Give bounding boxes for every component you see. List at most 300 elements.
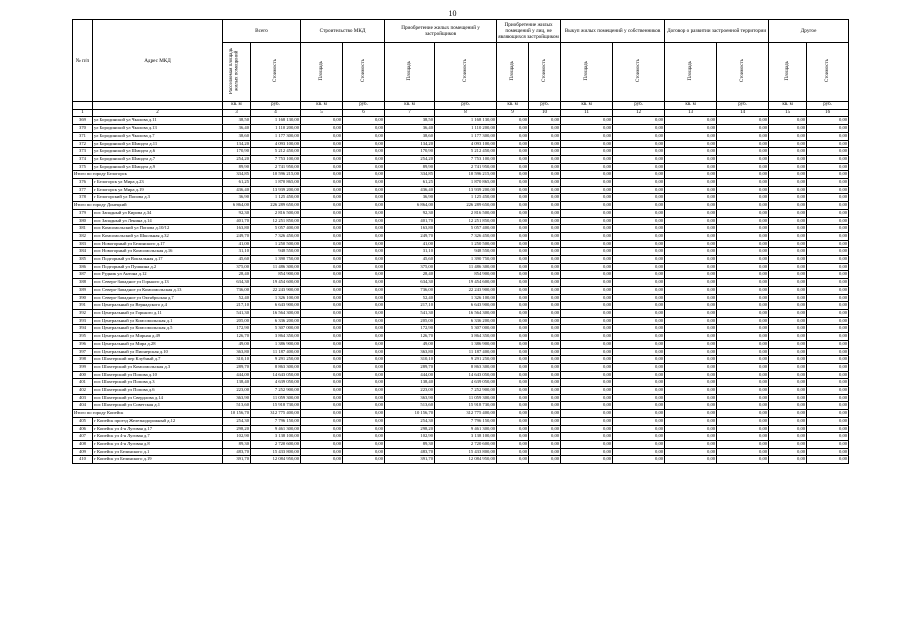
buyout-area-cell: 0,00: [561, 171, 613, 179]
non-dev-cost-cell: 0,00: [529, 140, 561, 148]
buyout-cost-cell: 0,00: [613, 194, 665, 202]
table-row: [73, 371, 849, 379]
other-cost-cell: 0,00: [807, 155, 849, 163]
other-cost-cell: 0,00: [807, 225, 849, 233]
subheader-cost: Стоимость: [541, 59, 547, 83]
total-cost-cell: 1 870 865,00: [251, 179, 301, 187]
col-number: 1: [73, 109, 93, 117]
purchase-area-cell: 634,30: [385, 279, 435, 287]
buyout-cost-cell: 0,00: [613, 348, 665, 356]
total-area-cell: 391,70: [223, 456, 251, 464]
purchase-cost-cell: 9 291 250,00: [435, 356, 497, 364]
row-number: 403: [73, 394, 93, 402]
purchase-area-cell: 401,70: [385, 217, 435, 225]
col-number: 2: [93, 109, 223, 117]
dev-contract-cost-cell: 0,00: [717, 340, 769, 348]
total-area-cell: 134,20: [223, 140, 251, 148]
non-dev-cost-cell: 0,00: [529, 163, 561, 171]
buyout-cost-cell: 0,00: [613, 394, 665, 402]
address-cell: пос Комсомольский ул Попова д.10/12: [93, 225, 223, 233]
total-cost-cell: 7 753 100,00: [251, 155, 301, 163]
total-cost-cell: 3 864 350,00: [251, 333, 301, 341]
purchase-area-cell: 736,00: [385, 286, 435, 294]
header-purchase-dev: Приобретение жилых помещений у застройщиков: [385, 20, 497, 43]
address-cell: г Белогорск ул Мира д.19: [93, 186, 223, 194]
dev-contract-area-cell: 0,00: [665, 410, 717, 418]
row-number: 378: [73, 194, 93, 202]
total-area-cell: 310,10: [223, 356, 251, 364]
dev-contract-cost-cell: 0,00: [717, 333, 769, 341]
other-cost-cell: 0,00: [807, 371, 849, 379]
other-area-cell: 0,00: [769, 402, 807, 410]
dev-contract-cost-cell: 0,00: [717, 294, 769, 302]
non-dev-cost-cell: 0,00: [529, 402, 561, 410]
other-area-cell: 0,00: [769, 325, 807, 333]
other-cost-cell: 0,00: [807, 248, 849, 256]
total-cost-cell: 13 939 200,00: [251, 186, 301, 194]
dev-contract-area-cell: 0,00: [665, 363, 717, 371]
non-dev-cost-cell: 0,00: [529, 286, 561, 294]
construction-area-cell: 0,00: [301, 333, 343, 341]
construction-area-cell: 0,00: [301, 155, 343, 163]
purchase-cost-cell: 312 775 400,00: [435, 410, 497, 418]
table-row: [73, 279, 849, 287]
purchase-cost-cell: 11 059 300,00: [435, 394, 497, 402]
other-area-cell: 0,00: [769, 140, 807, 148]
total-area-cell: 89,90: [223, 163, 251, 171]
non-dev-cost-cell: 0,00: [529, 456, 561, 464]
buyout-area-cell: 0,00: [561, 356, 613, 364]
unit-cell: руб.: [343, 102, 385, 110]
construction-area-cell: 0,00: [301, 186, 343, 194]
row-number: 383: [73, 240, 93, 248]
non-dev-area-cell: 0,00: [497, 333, 529, 341]
other-area-cell: 0,00: [769, 294, 807, 302]
table-row: [73, 456, 849, 464]
total-area-cell: 172,90: [223, 325, 251, 333]
total-area-cell: 254,30: [223, 417, 251, 425]
table-row: [73, 440, 849, 448]
buyout-cost-cell: 0,00: [613, 379, 665, 387]
total-area-cell: 45,60: [223, 256, 251, 264]
other-area-cell: 0,00: [769, 171, 807, 179]
construction-cost-cell: 0,00: [343, 456, 385, 464]
subtotal-label: Итого по городу Донецкий: [73, 202, 223, 210]
dev-contract-cost-cell: 0,00: [717, 240, 769, 248]
other-cost-cell: 0,00: [807, 194, 849, 202]
row-number: 397: [73, 348, 93, 356]
dev-contract-cost-cell: 0,00: [717, 155, 769, 163]
non-dev-cost-cell: 0,00: [529, 271, 561, 279]
address-cell: ул Бородинской ул Шмидта д.9: [93, 163, 223, 171]
other-cost-cell: 0,00: [807, 448, 849, 456]
other-area-cell: 0,00: [769, 217, 807, 225]
total-cost-cell: 12 084 950,00: [251, 456, 301, 464]
buyout-cost-cell: 0,00: [613, 410, 665, 418]
non-dev-area-cell: 0,00: [497, 117, 529, 125]
row-number: 402: [73, 387, 93, 395]
non-dev-cost-cell: 0,00: [529, 186, 561, 194]
purchase-area-cell: 254,30: [385, 417, 435, 425]
table-row: [73, 340, 849, 348]
construction-cost-cell: 0,00: [343, 202, 385, 210]
total-area-cell: 49,00: [223, 340, 251, 348]
dev-contract-area-cell: 0,00: [665, 232, 717, 240]
purchase-cost-cell: 854 900,00: [435, 271, 497, 279]
buyout-area-cell: 0,00: [561, 209, 613, 217]
purchase-cost-cell: 1 125 450,00: [435, 194, 497, 202]
construction-cost-cell: 0,00: [343, 286, 385, 294]
other-area-cell: 0,00: [769, 371, 807, 379]
dev-contract-area-cell: 0,00: [665, 186, 717, 194]
unit-cell: руб.: [717, 102, 769, 110]
subheader-cost: Стоимость: [360, 59, 366, 83]
dev-contract-area-cell: 0,00: [665, 394, 717, 402]
buyout-cost-cell: 0,00: [613, 140, 665, 148]
non-dev-area-cell: 0,00: [497, 448, 529, 456]
other-area-cell: 0,00: [769, 232, 807, 240]
subheader-cost: Стоимость: [824, 59, 830, 83]
non-dev-area-cell: 0,00: [497, 433, 529, 441]
buyout-cost-cell: 0,00: [613, 448, 665, 456]
purchase-cost-cell: 13 939 200,00: [435, 186, 497, 194]
purchase-area-cell: 38,50: [385, 117, 435, 125]
row-number: 377: [73, 186, 93, 194]
purchase-cost-cell: 5 307 000,00: [435, 325, 497, 333]
total-area-cell: 28,40: [223, 271, 251, 279]
construction-area-cell: 0,00: [301, 256, 343, 264]
non-dev-area-cell: 0,00: [497, 402, 529, 410]
total-area-cell: 163,80: [223, 225, 251, 233]
non-dev-cost-cell: 0,00: [529, 125, 561, 133]
buyout-cost-cell: 0,00: [613, 248, 665, 256]
construction-area-cell: 0,00: [301, 379, 343, 387]
total-cost-cell: 1 326 100,00: [251, 294, 301, 302]
dev-contract-cost-cell: 0,00: [717, 202, 769, 210]
non-dev-cost-cell: 0,00: [529, 240, 561, 248]
row-number: 408: [73, 440, 93, 448]
col-number: 11: [561, 109, 613, 117]
purchase-cost-cell: 15 433 800,00: [435, 448, 497, 456]
unit-cell: кв. м: [223, 102, 251, 110]
dev-contract-area-cell: 0,00: [665, 356, 717, 364]
non-dev-cost-cell: 0,00: [529, 217, 561, 225]
units-row: [73, 102, 849, 110]
total-cost-cell: 9 461 300,00: [251, 425, 301, 433]
address-cell: пос Центральный ул Мирная д.49: [93, 333, 223, 341]
total-cost-cell: 2 741 950,00: [251, 163, 301, 171]
dev-contract-area-cell: 0,00: [665, 171, 717, 179]
other-area-cell: 0,00: [769, 286, 807, 294]
construction-cost-cell: 0,00: [343, 217, 385, 225]
dev-contract-area-cell: 0,00: [665, 433, 717, 441]
non-dev-cost-cell: 0,00: [529, 294, 561, 302]
subheader-cost: Стоимость: [739, 59, 745, 83]
purchase-cost-cell: 2 741 950,00: [435, 163, 497, 171]
buyout-cost-cell: 0,00: [613, 155, 665, 163]
total-cost-cell: 5 212 450,00: [251, 148, 301, 156]
total-area-cell: 92,30: [223, 209, 251, 217]
dev-contract-area-cell: 0,00: [665, 294, 717, 302]
table-row: [73, 402, 849, 410]
buyout-area-cell: 0,00: [561, 456, 613, 464]
total-cost-cell: 15 433 800,00: [251, 448, 301, 456]
non-dev-cost-cell: 0,00: [529, 302, 561, 310]
construction-area-cell: 0,00: [301, 279, 343, 287]
dev-contract-cost-cell: 0,00: [717, 209, 769, 217]
construction-cost-cell: 0,00: [343, 294, 385, 302]
non-dev-cost-cell: 0,00: [529, 232, 561, 240]
non-dev-area-cell: 0,00: [497, 286, 529, 294]
dev-contract-area-cell: 0,00: [665, 302, 717, 310]
buyout-cost-cell: 0,00: [613, 132, 665, 140]
other-area-cell: 0,00: [769, 209, 807, 217]
other-area-cell: 0,00: [769, 417, 807, 425]
other-area-cell: 0,00: [769, 425, 807, 433]
other-area-cell: 0,00: [769, 132, 807, 140]
buyout-cost-cell: 0,00: [613, 240, 665, 248]
construction-cost-cell: 0,00: [343, 240, 385, 248]
row-number: 409: [73, 448, 93, 456]
unit-cell: руб.: [435, 102, 497, 110]
construction-cost-cell: 0,00: [343, 402, 385, 410]
address-cell: пос Северо-Западное ул Комсомольская д.13: [93, 286, 223, 294]
total-area-cell: 513,60: [223, 402, 251, 410]
row-number: 392: [73, 309, 93, 317]
non-dev-cost-cell: 0,00: [529, 202, 561, 210]
address-cell: пос Центральный ул Комсомольская д.5: [93, 325, 223, 333]
purchase-area-cell: 483,70: [385, 448, 435, 456]
buyout-area-cell: 0,00: [561, 325, 613, 333]
dev-contract-cost-cell: 0,00: [717, 279, 769, 287]
purchase-area-cell: 363,80: [385, 348, 435, 356]
buyout-area-cell: 0,00: [561, 387, 613, 395]
construction-area-cell: 0,00: [301, 425, 343, 433]
dev-contract-cost-cell: 0,00: [717, 248, 769, 256]
construction-cost-cell: 0,00: [343, 209, 385, 217]
non-dev-cost-cell: 0,00: [529, 417, 561, 425]
other-area-cell: 0,00: [769, 194, 807, 202]
construction-cost-cell: 0,00: [343, 279, 385, 287]
buyout-area-cell: 0,00: [561, 379, 613, 387]
purchase-cost-cell: 1 390 750,00: [435, 256, 497, 264]
construction-area-cell: 0,00: [301, 209, 343, 217]
non-dev-area-cell: 0,00: [497, 456, 529, 464]
dev-contract-cost-cell: 0,00: [717, 448, 769, 456]
total-area-cell: 334,85: [223, 171, 251, 179]
buyout-cost-cell: 0,00: [613, 363, 665, 371]
construction-area-cell: 0,00: [301, 140, 343, 148]
buyout-cost-cell: 0,00: [613, 225, 665, 233]
purchase-area-cell: 513,60: [385, 402, 435, 410]
total-cost-cell: 12 251 850,00: [251, 217, 301, 225]
construction-area-cell: 0,00: [301, 402, 343, 410]
construction-cost-cell: 0,00: [343, 155, 385, 163]
non-dev-cost-cell: 0,00: [529, 155, 561, 163]
purchase-cost-cell: 226 289 650,00: [435, 202, 497, 210]
address-cell: пос Шахтерский пер Клубный д.7: [93, 356, 223, 364]
purchase-cost-cell: 5 212 450,00: [435, 148, 497, 156]
dev-contract-cost-cell: 0,00: [717, 417, 769, 425]
other-cost-cell: 0,00: [807, 394, 849, 402]
non-dev-area-cell: 0,00: [497, 248, 529, 256]
buyout-area-cell: 0,00: [561, 309, 613, 317]
purchase-area-cell: 31,10: [385, 248, 435, 256]
purchase-cost-cell: 4 093 100,00: [435, 140, 497, 148]
buyout-area-cell: 0,00: [561, 363, 613, 371]
subheader-cost: Стоимость: [635, 59, 641, 83]
construction-area-cell: 0,00: [301, 440, 343, 448]
dev-contract-area-cell: 0,00: [665, 163, 717, 171]
construction-area-cell: 0,00: [301, 179, 343, 187]
buyout-area-cell: 0,00: [561, 371, 613, 379]
other-cost-cell: 0,00: [807, 317, 849, 325]
unit-cell: руб.: [807, 102, 849, 110]
total-cost-cell: 2 720 600,00: [251, 440, 301, 448]
construction-area-cell: 0,00: [301, 240, 343, 248]
construction-cost-cell: 0,00: [343, 348, 385, 356]
total-area-cell: 52,40: [223, 294, 251, 302]
buyout-area-cell: 0,00: [561, 163, 613, 171]
purchase-cost-cell: 7 326 450,00: [435, 232, 497, 240]
other-cost-cell: 0,00: [807, 433, 849, 441]
buyout-area-cell: 0,00: [561, 294, 613, 302]
non-dev-area-cell: 0,00: [497, 171, 529, 179]
dev-contract-cost-cell: 0,00: [717, 263, 769, 271]
other-area-cell: 0,00: [769, 448, 807, 456]
dev-contract-area-cell: 0,00: [665, 263, 717, 271]
table-row: [73, 125, 849, 133]
non-dev-area-cell: 0,00: [497, 209, 529, 217]
other-cost-cell: 0,00: [807, 348, 849, 356]
total-cost-cell: 1 390 750,00: [251, 256, 301, 264]
dev-contract-cost-cell: 0,00: [717, 379, 769, 387]
dev-contract-cost-cell: 0,00: [717, 217, 769, 225]
row-number: 390: [73, 294, 93, 302]
dev-contract-area-cell: 0,00: [665, 271, 717, 279]
unit-cell: кв. м: [385, 102, 435, 110]
non-dev-cost-cell: 0,00: [529, 117, 561, 125]
purchase-cost-cell: 16 564 300,00: [435, 309, 497, 317]
other-cost-cell: 0,00: [807, 240, 849, 248]
purchase-cost-cell: 1 250 500,00: [435, 240, 497, 248]
purchase-area-cell: 310,10: [385, 356, 435, 364]
non-dev-area-cell: 0,00: [497, 279, 529, 287]
purchase-area-cell: 10 156,70: [385, 410, 435, 418]
total-cost-cell: 5 307 000,00: [251, 325, 301, 333]
dev-contract-cost-cell: 0,00: [717, 125, 769, 133]
other-cost-cell: 0,00: [807, 117, 849, 125]
other-cost-cell: 0,00: [807, 333, 849, 341]
non-dev-area-cell: 0,00: [497, 317, 529, 325]
non-dev-area-cell: 0,00: [497, 140, 529, 148]
dev-contract-cost-cell: 0,00: [717, 186, 769, 194]
dev-contract-cost-cell: 0,00: [717, 271, 769, 279]
other-cost-cell: 0,00: [807, 217, 849, 225]
purchase-area-cell: 41,00: [385, 240, 435, 248]
buyout-area-cell: 0,00: [561, 248, 613, 256]
dev-contract-area-cell: 0,00: [665, 340, 717, 348]
dev-contract-cost-cell: 0,00: [717, 194, 769, 202]
non-dev-cost-cell: 0,00: [529, 325, 561, 333]
purchase-cost-cell: 19 454 600,00: [435, 279, 497, 287]
unit-cell: кв. м: [665, 102, 717, 110]
dev-contract-cost-cell: 0,00: [717, 163, 769, 171]
address-cell: пос Центральный ул Горького д.11: [93, 309, 223, 317]
other-cost-cell: 0,00: [807, 286, 849, 294]
purchase-area-cell: 102,90: [385, 433, 435, 441]
non-dev-cost-cell: 0,00: [529, 194, 561, 202]
row-number: 373: [73, 148, 93, 156]
buyout-area-cell: 0,00: [561, 125, 613, 133]
buyout-area-cell: 0,00: [561, 402, 613, 410]
buyout-area-cell: 0,00: [561, 140, 613, 148]
subheader-area: Площадь: [318, 61, 324, 81]
unit-cell: кв. м: [497, 102, 529, 110]
purchase-area-cell: 138,40: [385, 379, 435, 387]
dev-contract-cost-cell: 0,00: [717, 286, 769, 294]
row-number: 369: [73, 117, 93, 125]
buyout-cost-cell: 0,00: [613, 186, 665, 194]
other-cost-cell: 0,00: [807, 202, 849, 210]
header-address: Адрес МКД: [93, 20, 223, 102]
table-row: [73, 217, 849, 225]
purchase-cost-cell: 6 336 200,00: [435, 317, 497, 325]
purchase-area-cell: 363,90: [385, 394, 435, 402]
row-number: 387: [73, 271, 93, 279]
total-cost-cell: 4 093 100,00: [251, 140, 301, 148]
total-area-cell: 541,30: [223, 309, 251, 317]
purchase-area-cell: 28,40: [385, 271, 435, 279]
non-dev-area-cell: 0,00: [497, 256, 529, 264]
purchase-area-cell: 289,70: [385, 363, 435, 371]
total-cost-cell: 1 168 130,00: [251, 117, 301, 125]
col-number: 10: [529, 109, 561, 117]
buyout-area-cell: 0,00: [561, 417, 613, 425]
total-cost-cell: 1 110 200,00: [251, 125, 301, 133]
buyout-area-cell: 0,00: [561, 433, 613, 441]
dev-contract-cost-cell: 0,00: [717, 140, 769, 148]
row-number: 385: [73, 256, 93, 264]
other-cost-cell: 0,00: [807, 402, 849, 410]
buyout-cost-cell: 0,00: [613, 279, 665, 287]
dev-contract-area-cell: 0,00: [665, 333, 717, 341]
non-dev-area-cell: 0,00: [497, 294, 529, 302]
subheader-area: Площадь: [509, 61, 515, 81]
purchase-area-cell: 89,90: [385, 163, 435, 171]
non-dev-area-cell: 0,00: [497, 263, 529, 271]
purchase-cost-cell: 1 870 865,00: [435, 179, 497, 187]
table-row: [73, 309, 849, 317]
purchase-area-cell: 375,00: [385, 263, 435, 271]
total-cost-cell: 7 326 450,00: [251, 232, 301, 240]
header-dev-contract: Договор о развитии застроенной территории: [665, 20, 769, 43]
total-cost-cell: 7 796 150,00: [251, 417, 301, 425]
table-row: [73, 240, 849, 248]
buyout-cost-cell: 0,00: [613, 440, 665, 448]
total-cost-cell: 11 486 300,00: [251, 263, 301, 271]
total-cost-cell: 7 252 900,00: [251, 387, 301, 395]
purchase-area-cell: 134,20: [385, 140, 435, 148]
subheader-cost: Стоимость: [272, 59, 278, 83]
dev-contract-cost-cell: 0,00: [717, 440, 769, 448]
total-cost-cell: 1 125 450,00: [251, 194, 301, 202]
purchase-cost-cell: 3 864 350,00: [435, 333, 497, 341]
construction-cost-cell: 0,00: [343, 356, 385, 364]
buyout-area-cell: 0,00: [561, 155, 613, 163]
purchase-cost-cell: 3 138 100,00: [435, 433, 497, 441]
construction-cost-cell: 0,00: [343, 425, 385, 433]
